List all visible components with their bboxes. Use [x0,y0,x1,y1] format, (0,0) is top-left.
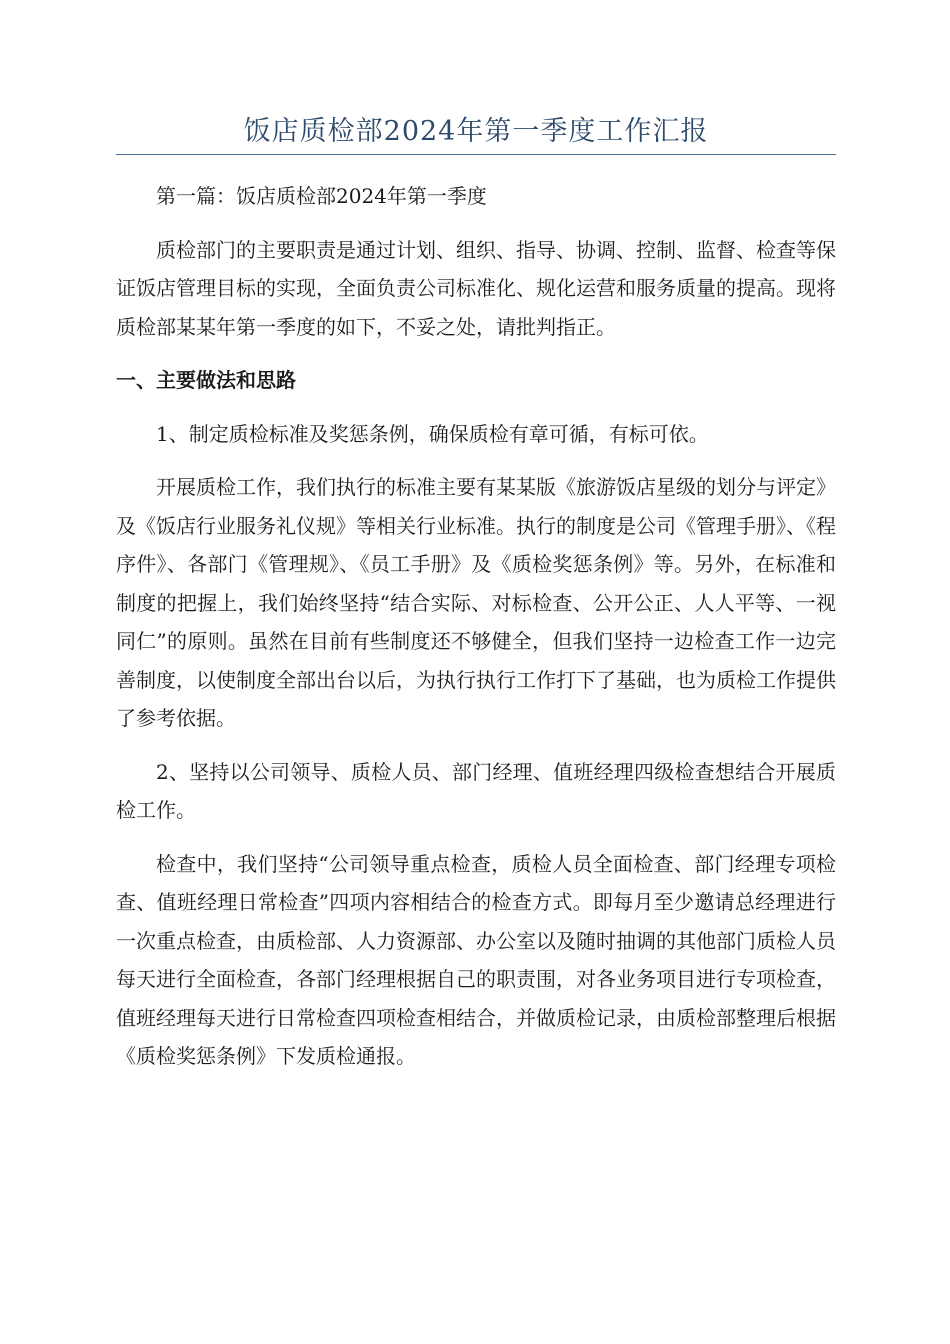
item-1-title: 1、制定质检标准及奖惩条例，确保质检有章可循，有标可依。 [156,421,709,446]
item-1-body: 开展质检工作，我们执行的标准主要有某某版《旅游饭店星级的划分与评定》及《饭店行业服务礼仪规》等相关行业标准。执行的制度是公司《管理手册》、《程序件》、各部门《管理规》、《员工手册》及《质检奖惩条例》等。另外，在标准和制度的把握上，我们始终坚持“结合实际、对标检查、公开公正、人人平等、一视同仁”的原则。虽然在目前有些制度还不够健全，但我们坚持一边检查工作一边完善制度，以使制度全部出台以后，为执行执行工作打下了基础，也为质检工作提供了参考依据。 [116,475,836,730]
intro-paragraph: 质检部门的主要职责是通过计划、组织、指导、协调、控制、监督、检查等保证饭店管理目标的实现，全面负责公司标准化、规化运营和服务质量的提高。现将质检部某某年第一季度的如下，不妥之处，请批判指正。 [116,237,836,339]
item-2-title: 2、坚持以公司领导、质检人员、部门经理、值班经理四级检查想结合开展质检工作。 [116,759,836,822]
subtitle: 第一篇：饭店质检部2024年第一季度 [156,184,487,208]
item-2-body: 检查中，我们坚持“公司领导重点检查，质检人员全面检查、部门经理专项检查、值班经理日常检查”四项内容相结合的检查方式。即每月至少邀请总经理进行一次重点检查，由质检部、人力资源部、办公室以及随时抽调的其他部门质检人员每天进行全面检查，各部门经理根据自己的职责围，对各业务项目进行专项检查，值班经理每天进行日常检查四项检查相结合，并做质检记录，由质检部整理后根据《质检奖惩条例》下发质检通报。 [116,851,836,1068]
section-heading: 一、主要做法和思路 [116,368,296,392]
document-title: 饭店质检部2024年第一季度工作汇报 [116,112,836,155]
document-page [116,112,836,1091]
